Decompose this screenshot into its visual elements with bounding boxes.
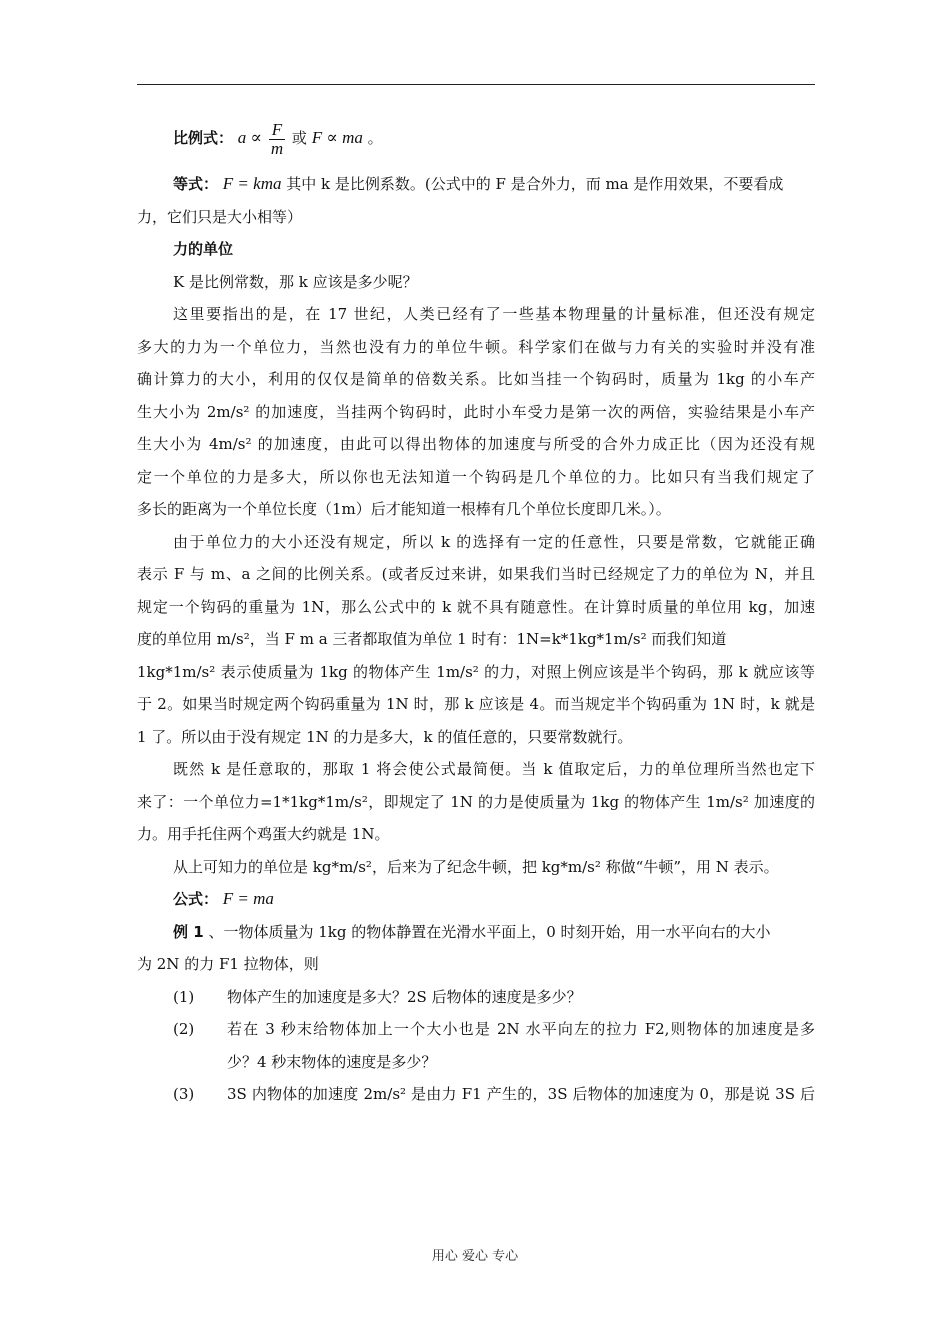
paragraph-5: 从上可知力的单位是 kg*m/s²，后来为了纪念牛顿，把 kg*m/s² 称做“牛顿”，用 N 表示。 <box>173 857 779 876</box>
formula-line <box>137 883 815 916</box>
paragraph-line: 确计算力的大小，利用的仅仅是简单的倍数关系。比如当挂一个钩码时，质量为 1kg 的小车产 <box>137 370 815 388</box>
ratio-or: 或 <box>291 129 307 147</box>
equation-line <box>137 168 815 201</box>
ratio-fraction <box>269 121 285 158</box>
ratio-a: a ∝ <box>237 128 263 147</box>
paragraph-line: 这里要指出的是，在 17 世纪，人类已经有了一些基本物理量的计量标准，但还没有规定 <box>173 305 815 323</box>
header-rule <box>137 84 815 85</box>
equation-text-cont: 力，它们只是大小相等） <box>137 207 303 226</box>
paragraph-line: 1 了。所以由于没有规定 1N 的力是多大，k 的值任意的，只要常数就行。 <box>137 727 633 746</box>
paragraph-line: 多长的距离为一个单位长度（1m）后才能知道一根棒有几个单位长度即几米。）。 <box>137 500 671 518</box>
paragraph-line: 多大的力为一个单位力，当然也没有力的单位牛顿。科学家们在做与力有关的实验时并没有准 <box>137 337 815 356</box>
question-text: 少？4 秒末物体的速度是多少？ <box>227 1052 437 1071</box>
question-item-cont <box>137 1046 815 1079</box>
ratio-label: 比例式： <box>173 129 234 147</box>
ratio-rhs: F ∝ ma <box>311 128 363 147</box>
paragraph-3 <box>137 526 815 754</box>
question-number: (2) <box>173 1020 195 1038</box>
paragraph-line: 1kg*1m/s² 表示使质量为 1kg 的物体产生 1m/s² 的力，对照上例应该是半个钩码，那 k 就应该等 <box>137 662 815 681</box>
paragraph-line: 定一个单位的力是多大，所以你也无法知道一个钩码是几个单位的力。比如只有当我们规定了 <box>137 467 815 486</box>
paragraph-line: 力。用手托住两个鸡蛋大约就是 1N。 <box>137 825 390 843</box>
paragraph-line: 规定一个钩码的重量为 1N，那么公式中的 k 就不具有随意性。在计算时质量的单位用 kg，加速 <box>137 597 815 616</box>
question-number: (3) <box>173 1085 195 1103</box>
question-number: (1) <box>173 987 195 1006</box>
section-title: 力的单位 <box>173 240 234 258</box>
paragraph-2 <box>137 298 815 526</box>
paragraph-line: 生大小为 2m/s² 的加速度，当挂两个钩码时，此时小车受力是第一次的两倍，实验结果是小车产 <box>137 402 815 421</box>
paragraph-4 <box>137 753 815 851</box>
page-footer: 用心 爱心 专心 <box>431 1249 519 1264</box>
question-item <box>137 1078 815 1111</box>
paragraph-line: 来了：一个单位力=1*1kg*1m/s²，即规定了 1N 的力是使质量为 1kg 的物体产生 1m/s² 加速度的 <box>137 792 815 811</box>
example-label: 例 1 <box>173 922 204 941</box>
paragraph-1: K 是比例常数，那 k 应该是多少呢？ <box>173 272 418 291</box>
paragraph-line: 于 2。如果当时规定两个钩码重量为 1N 时，那 k 应该是 4。而当规定半个钩码重为 1N 时，k 就是 <box>137 695 815 713</box>
example-text: 、一物体质量为 1kg 的物体静置在光滑水平面上，0 时刻开始，用一水平向右的大小 <box>208 922 771 941</box>
ratio-formula-line <box>137 108 815 168</box>
document-body <box>137 108 815 1111</box>
example-text-cont: 为 2N 的力 F1 拉物体，则 <box>137 955 319 973</box>
question-item <box>137 981 815 1014</box>
fraction-numerator: F <box>269 121 285 140</box>
question-text: 若在 3 秒末给物体加上一个大小也是 2N 水平向左的拉力 F2,则物体的加速度是多 <box>227 1020 815 1038</box>
question-item <box>137 1013 815 1046</box>
paragraph-line: 既然 k 是任意取的，那取 1 将会使公式最简便。当 k 值取定后，力的单位理所当然也定下 <box>173 760 815 778</box>
equation-expr: F = kma <box>222 174 282 193</box>
question-text: 物体产生的加速度是多大？2S 后物体的速度是多少？ <box>227 987 582 1006</box>
fraction-denominator: m <box>270 138 284 158</box>
paragraph-line: 表示 F 与 m、a 之间的比例关系。(或者反过来讲，如果我们当时已经规定了力的单位为 N，并且 <box>137 565 815 583</box>
formula-expr: F = ma <box>222 889 274 908</box>
paragraph-line: 由于单位力的大小还没有规定，所以 k 的选择有一定的任意性，只要是常数，它就能正确 <box>173 532 815 551</box>
equation-text: 其中 k 是比例系数。(公式中的 F 是合外力，而 ma 是作用效果，不要看成 <box>286 175 784 193</box>
paragraph-line: 度的单位用 m/s²，当 F m a 三者都取值为单位 1 时有：1N=k*1kg*1m/s² 而我们知道 <box>137 630 727 648</box>
equation-label: 等式： <box>173 175 219 193</box>
paragraph-line: 生大小为 4m/s² 的加速度，由此可以得出物体的加速度与所受的合外力成正比（因为还没有规 <box>137 435 815 453</box>
formula-label: 公式： <box>173 890 219 908</box>
question-text: 3S 内物体的加速度 2m/s² 是由力 F1 产生的，3S 后物体的加速度为 0，那是说 3S 后 <box>227 1085 815 1103</box>
ratio-end: 。 <box>367 129 383 147</box>
example-line <box>137 916 815 949</box>
